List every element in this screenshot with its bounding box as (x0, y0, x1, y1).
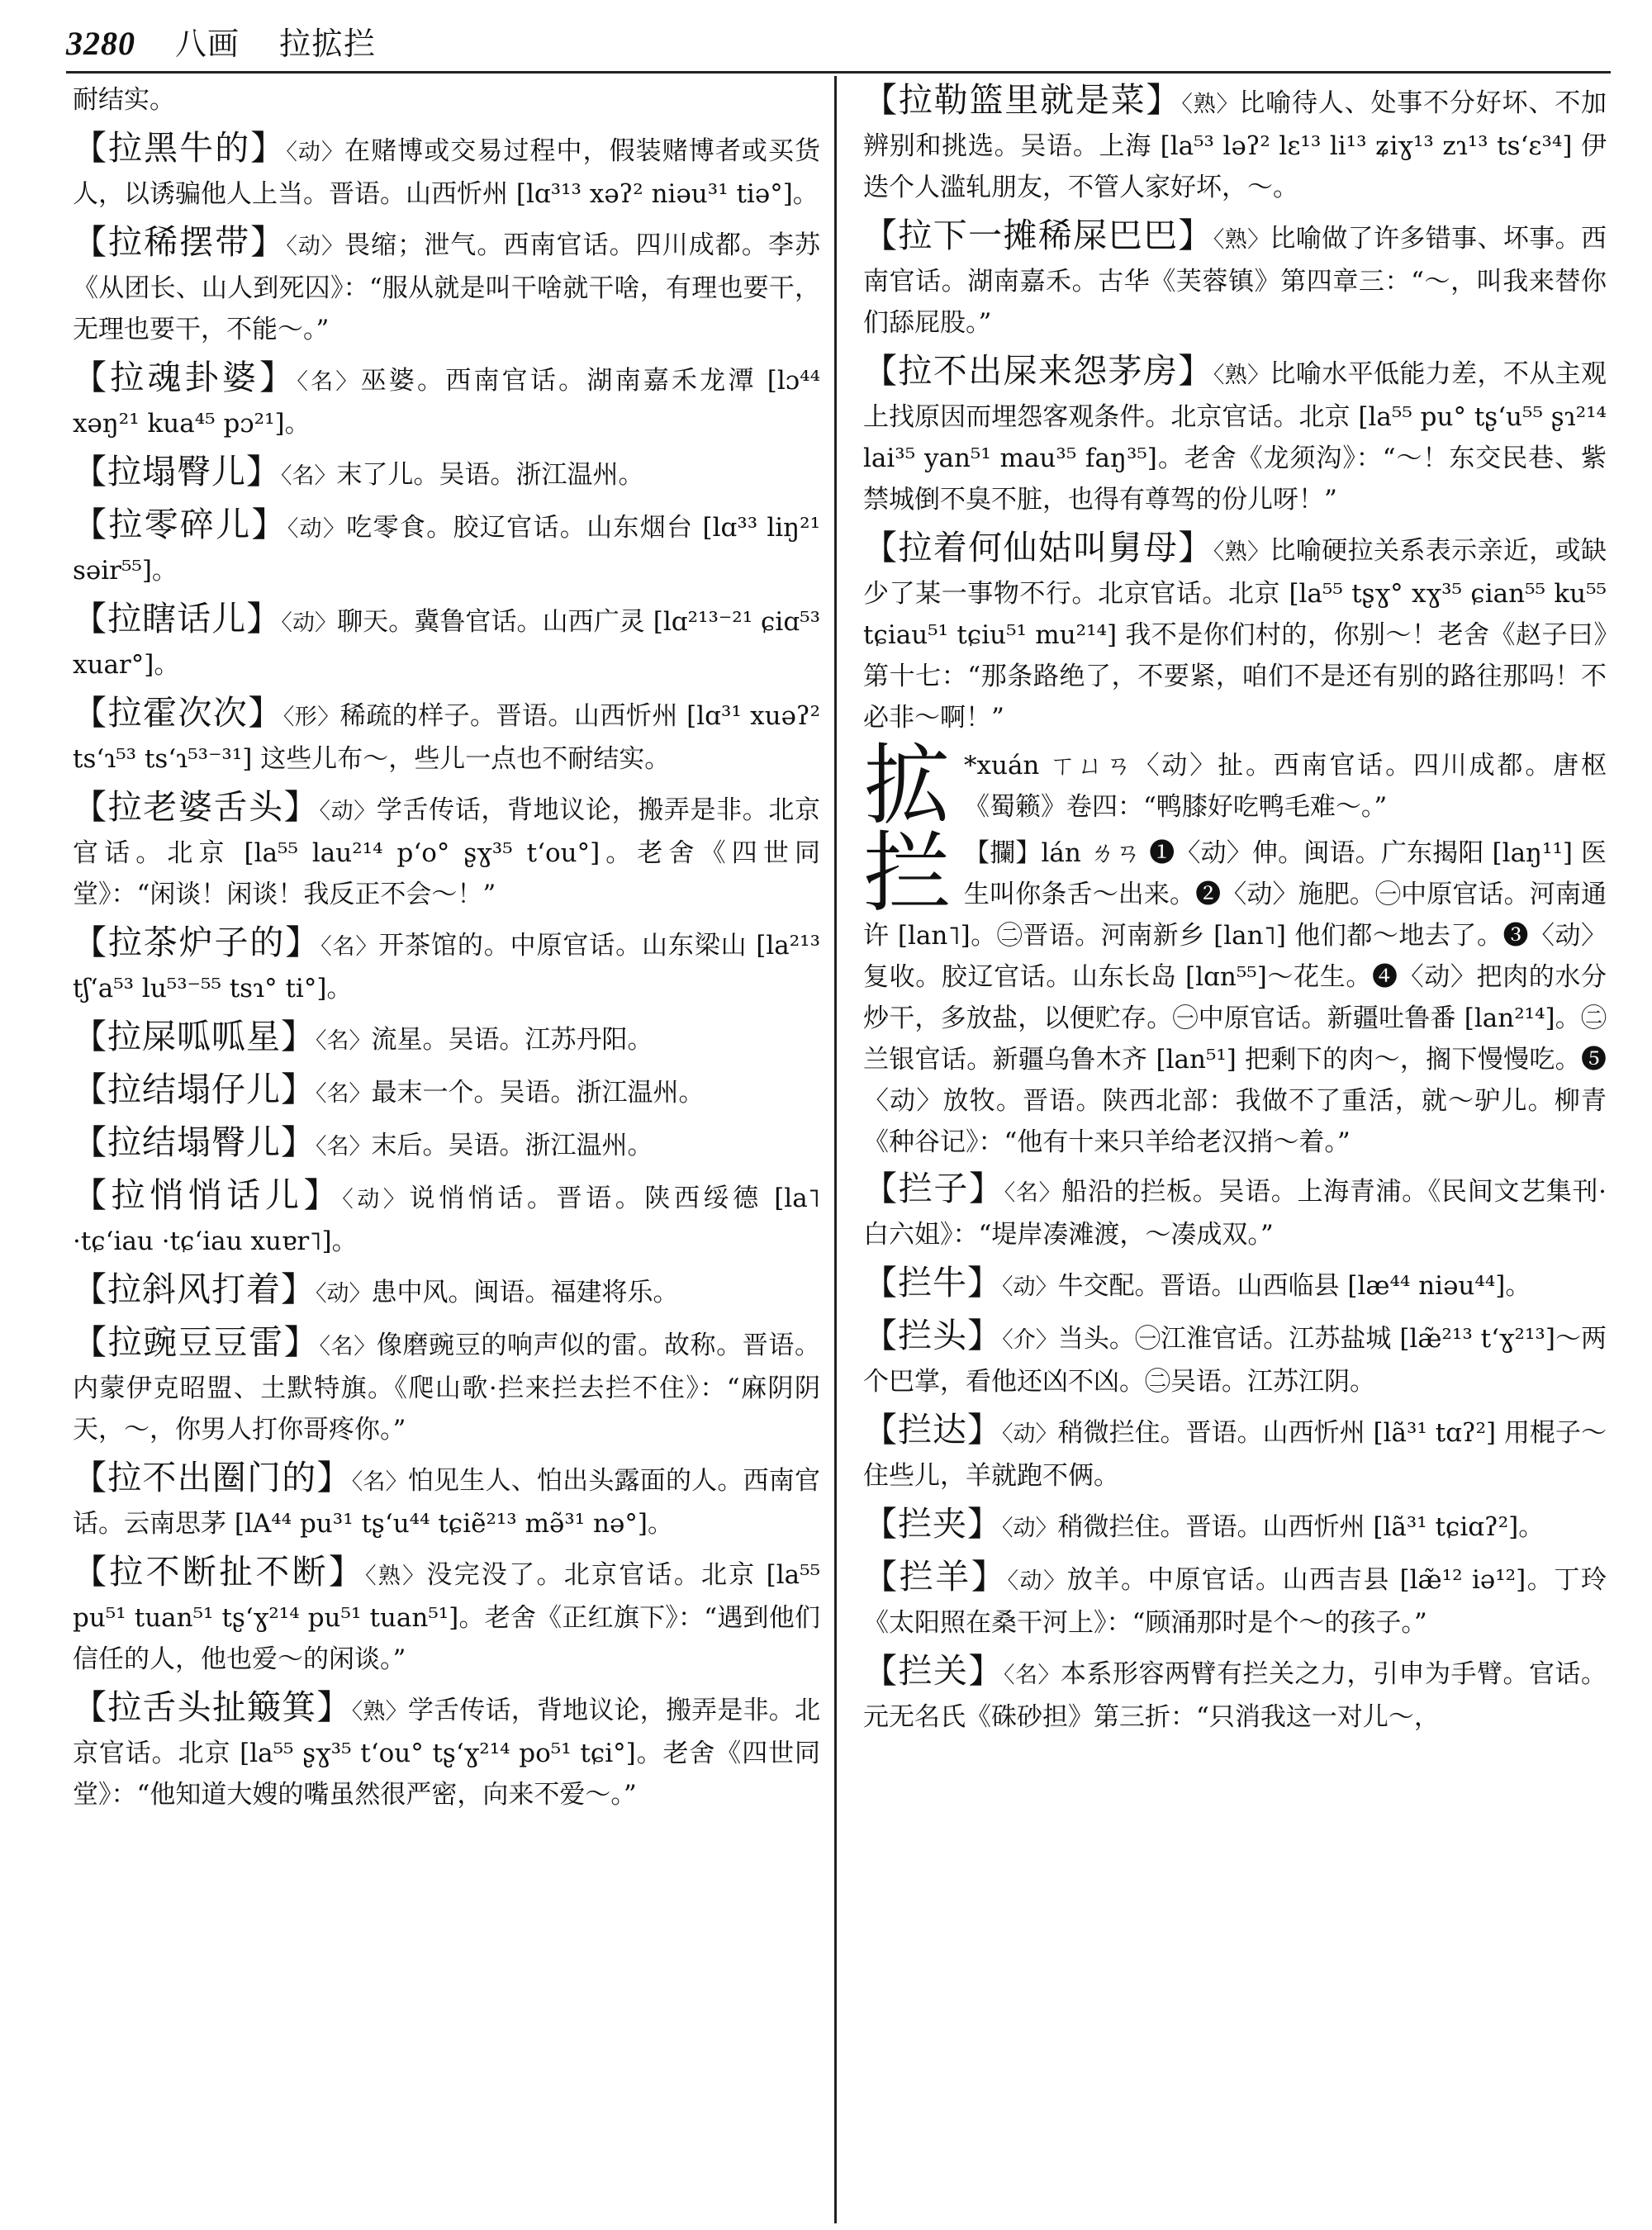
entry-headword: 【拦夹】 (863, 1504, 1002, 1544)
entry-headword: 【拉茶炉子的】 (73, 923, 321, 962)
entry-definition: 比喻硬拉关系表示亲近，或缺少了某一事物不行。北京官话。北京 [la⁵⁵ tʂɣ° xɣ³⁵ ɕian⁵⁵ ku⁵⁵ tɕiau⁵¹ tɕiu⁵¹ mu²¹⁴] 我不是你们村的，你别～！老舍《赵子曰》第十七：“那条路绝了，不要紧，咱们不是还有别的路往那吗！不必非～啊！” (863, 536, 1607, 733)
character-entry (863, 823, 1607, 1163)
entry-definition: 学舌传话，背地议论，搬弄是非。北京官话。北京 [la⁵⁵ lau²¹⁴ p‘o° ʂɣ³⁵ t‘ou°]。老舍《四世同堂》：“闲谈！闲谈！我反正不会～！” (73, 795, 821, 909)
page-number: 3280 (66, 25, 135, 62)
entry-headword: 【拉零碎儿】 (73, 505, 287, 544)
entry-headword: 【拉不出圈门的】 (73, 1458, 352, 1497)
head-character: 拦 (863, 823, 951, 924)
entry-definition: 当头。㊀江淮官话。江苏盐城 [læ̃²¹³ t‘ɣ²¹³]～两个巴掌，看他还凶不凶。㊁吴语。江苏江阴。 (863, 1324, 1607, 1397)
entry-definition: 放羊。中原官话。山西吉县 [læ̃¹² iə¹²]。丁玲《太阳照在桑干河上》：“顾涌那时是个～的孩子。” (863, 1565, 1607, 1638)
entry-headword: 【拉舌头扯簸箕】 (73, 1687, 352, 1727)
part-of-speech: 〈动〉 (319, 799, 377, 824)
entry-definition: 怕见生人、怕出头露面的人。西南官话。云南思茅 [lA⁴⁴ pu³¹ tʂ‘u⁴⁴ tɕiẽ²¹³ mə̃³¹ nə°]。 (73, 1466, 821, 1539)
page-header (66, 18, 376, 68)
dictionary-entry (863, 1315, 1607, 1402)
entry-definition: 末后。吴语。浙江温州。 (371, 1131, 653, 1160)
entry-headword: 【拦达】 (863, 1410, 1003, 1450)
character-entry (863, 735, 1607, 837)
part-of-speech: 〈名〉 (1004, 1180, 1062, 1206)
entry-definition: 船沿的拦板。吴语。上海青浦。《民间文艺集刊·白六姐》：“堤岸凑滩渡，～凑成双。” (863, 1177, 1607, 1250)
entry-definition: 患中风。闽语。福建将乐。 (371, 1278, 679, 1307)
entry-definition: 巫婆。西南官话。湖南嘉禾龙潭 [lɔ⁴⁴ xəŋ²¹ kua⁴⁵ pɔ²¹]。 (73, 366, 821, 439)
part-of-speech: 〈熟〉 (1213, 363, 1270, 388)
entry-headword: 【拉豌豆豆雷】 (73, 1322, 320, 1362)
entry-headword: 【拉下一摊稀屎巴巴】 (863, 216, 1213, 255)
section-label: 八画 (175, 26, 240, 62)
dictionary-entry (73, 357, 820, 444)
part-of-speech: 〈名〉 (316, 1081, 372, 1107)
entry-headword: 【拉勒篮里就是菜】 (863, 80, 1182, 120)
part-of-speech: 〈名〉 (316, 1028, 372, 1054)
entry-headword: 【拉斜风打着】 (73, 1269, 316, 1309)
entry-definition: 说悄悄话。晋语。陕西绥德 [la˥ ·tɕ‘iau ·tɕ‘iau xuɐr˥]。 (73, 1184, 820, 1256)
entry-headword: 【拉霍次次】 (73, 693, 283, 733)
part-of-speech: 〈熟〉 (351, 1699, 408, 1725)
entry-headword: 【拉悄悄话儿】 (73, 1175, 343, 1215)
part-of-speech: 〈名〉 (1004, 1663, 1061, 1688)
entry-headword: 【拦头】 (863, 1316, 1003, 1355)
part-of-speech: 〈动〉 (1002, 1516, 1058, 1541)
left-column (73, 79, 820, 1822)
dictionary-entry (863, 1556, 1607, 1644)
dictionary-entry (73, 692, 820, 780)
entry-definition: 最末一个。吴语。浙江温州。 (371, 1078, 705, 1108)
entry-definition: 本系形容两臂有拦关之力，引申为手臂。官话。元无名氏《硃砂担》第三折：“只消我这一对儿～， (863, 1659, 1607, 1732)
dictionary-entry (73, 1687, 820, 1815)
dictionary-entry (73, 1321, 820, 1450)
part-of-speech: 〈动〉 (281, 610, 338, 636)
entry-headword: 【拦羊】 (863, 1557, 1008, 1597)
part-of-speech: 〈动〉 (287, 516, 347, 542)
part-of-speech: 〈名〉 (351, 1469, 408, 1495)
part-of-speech: 〈动〉 (286, 234, 345, 259)
part-of-speech: 〈介〉 (1002, 1327, 1058, 1353)
entry-definition: 稀疏的样子。晋语。山西忻州 [lɑ³¹ xuəʔ² ts‘ɿ⁵³ ts‘ɿ⁵³⁻³¹] 这些儿布～，些儿一点也不耐结实。 (73, 701, 820, 774)
dictionary-entry (863, 1503, 1607, 1549)
dictionary-entry (73, 1069, 820, 1115)
entry-headword: 【拉魂卦婆】 (73, 358, 297, 397)
entry-definition: 比喻水平低能力差，不从主观上找原因而埋怨客观条件。北京官话。北京 [la⁵⁵ pu° tʂ‘u⁵⁵ ʂɿ²¹⁴ lai³⁵ yan⁵¹ mau³⁵ faŋ³⁵]。老舍《龙须沟》：“～！东交民巷、紫禁城倒不臭不脏，也得有尊驾的份儿呀！” (863, 359, 1607, 515)
dictionary-entry (863, 527, 1607, 738)
entry-definition: 学舌传话，背地议论，搬弄是非。北京官话。北京 [la⁵⁵ ʂɣ³⁵ t‘ou° tʂ‘ɣ²¹⁴ po⁵¹ tɕi°]。老舍《四世同堂》：“他知道大嫂的嘴虽然很严密，向来不爱～。” (73, 1696, 821, 1810)
dictionary-entry (863, 1262, 1607, 1308)
dictionary-entry (73, 1551, 820, 1680)
dictionary-entry (73, 221, 820, 350)
dictionary-entry (863, 1650, 1607, 1738)
part-of-speech: 〈动〉 (286, 140, 345, 165)
part-of-speech: 〈名〉 (319, 1334, 377, 1359)
entry-headword: 【拉老婆舌头】 (73, 787, 320, 827)
dictionary-entry (863, 1168, 1607, 1255)
head-character: 拡 (863, 735, 951, 837)
part-of-speech: 〈名〉 (316, 1134, 372, 1160)
dictionary-entry (73, 504, 820, 591)
entry-definition: 牛交配。晋语。山西临县 [læ⁴⁴ niəu⁴⁴]。 (1057, 1271, 1531, 1301)
dictionary-entry (863, 215, 1607, 344)
part-of-speech: 〈动〉 (1002, 1274, 1058, 1300)
entry-definition: 畏缩；泄气。西南官话。四川成都。李苏《从团长、山人到死囚》：“服从就是叫干啥就干啥，有理也要干，无理也要干，不能～。” (73, 230, 821, 344)
entry-definition: *xuán ㄒㄩㄢ〈动〉扯。西南官话。四川成都。唐枢《蜀籁》卷四：“鸭膝好吃鸭毛难～。” (964, 751, 1607, 822)
entry-definition: 开茶馆的。中原官话。山东梁山 [la²¹³ tʃ‘a⁵³ lu⁵³⁻⁵⁵ tsɿ° ti°]。 (73, 931, 820, 1004)
part-of-speech: 〈名〉 (297, 369, 361, 395)
part-of-speech: 〈熟〉 (1213, 227, 1270, 253)
entry-headword: 【拉不断扯不断】 (73, 1552, 366, 1592)
entry-definition: 末了儿。吴语。浙江温州。 (336, 460, 644, 490)
part-of-speech: 〈名〉 (320, 934, 379, 960)
entry-definition: 吃零食。胶辽官话。山东烟台 [lɑ³³ liŋ²¹ səir⁵⁵]。 (73, 513, 820, 586)
part-of-speech: 〈动〉 (1007, 1568, 1067, 1594)
entry-definition: 【攔】lán ㄌㄢ ❶〈动〉伸。闽语。广东揭阳 [laŋ¹¹] 医生叫你条舌～出来。❷〈动〉施肥。㊀中原官话。河南通许 [lan˥]。㊁晋语。河南新乡 [lan˥] 他们都～地去了。❸〈动〉复收。胶辽官话。山东长岛 [lɑn⁵⁵]～花生。❹〈动〉把肉的水分炒干，多放盐，以便贮存。㊀中原官话。新疆吐鲁番 [lan²¹⁴]。㊁兰银官话。新疆乌鲁木齐 [lan⁵¹] 把剩下的肉～，搁下慢慢吃。❺〈动〉放牧。晋语。陕西北部：我做不了重活，就～驴儿。柳青《种谷记》：“他有十来只羊给老汉捎～着。” (863, 838, 1607, 1157)
entry-headword: 【拦关】 (863, 1651, 1004, 1691)
entry-definition: 比喻做了许多错事、坏事。西南官话。湖南嘉禾。古华《芙蓉镇》第四章三：“～，叫我来替你们舔屁股。” (863, 224, 1607, 338)
entry-headword: 【拉着何仙姑叫舅母】 (863, 528, 1213, 567)
entry-definition: 稍微拦住。晋语。山西忻州 [lã³¹ tɕiɑʔ²]。 (1057, 1512, 1545, 1542)
dictionary-entry (863, 1409, 1607, 1497)
dictionary-entry (73, 451, 820, 497)
entry-headword: 【拉瞎话儿】 (73, 599, 282, 638)
dictionary-entry (73, 1457, 820, 1544)
part-of-speech: 〈熟〉 (365, 1563, 427, 1589)
dictionary-entry (863, 350, 1607, 520)
entry-definition: 没完没了。北京官话。北京 [la⁵⁵ pu⁵¹ tuan⁵¹ tʂ‘ɣ²¹⁴ pu⁵¹ tuan⁵¹]。老舍《正红旗下》：“遇到他们信任的人，他也爱～的闲谈。” (73, 1560, 821, 1674)
entry-definition: 流星。吴语。江苏丹阳。 (371, 1025, 653, 1055)
entry-definition: 在赌博或交易过程中，假装赌博者或买货人，以诱骗他人上当。晋语。山西忻州 [lɑ³¹³ xəʔ² niəu³¹ tiə°]。 (73, 136, 821, 209)
entry-definition: 像磨豌豆的响声似的雷。故称。晋语。内蒙伊克昭盟、土默特旗。《爬山歌·拦来拦去拦不住》：“麻阴阴天，～，你男人打你哥疼你。” (73, 1331, 821, 1445)
dictionary-entry (73, 922, 820, 1009)
entry-headword: 【拦子】 (863, 1169, 1004, 1208)
entry-headword: 【拉塌臀儿】 (73, 452, 281, 491)
entry-headword: 【拉结塌臀儿】 (73, 1122, 316, 1162)
entry-definition: 比喻待人、处事不分好坏、不加辨别和挑选。吴语。上海 [la⁵³ ləʔ² lɛ¹³ li¹³ ʑiɣ¹³ zɿ¹³ ts‘ɛ³⁴] 伊迭个人滥轧朋友，不管人家好坏，～。 (863, 88, 1607, 202)
header-chars: 拉拡拦 (279, 26, 377, 62)
entry-headword: 【拦牛】 (863, 1263, 1002, 1302)
right-column (863, 79, 1607, 1744)
part-of-speech: 〈熟〉 (1213, 539, 1270, 565)
dictionary-entry (73, 1016, 820, 1062)
part-of-speech: 〈动〉 (316, 1281, 372, 1307)
dictionary-entry (73, 1269, 820, 1315)
entry-definition: 耐结实。 (73, 85, 175, 115)
dictionary-entry (73, 127, 820, 215)
header-rule (66, 71, 1611, 74)
entry-headword: 【拉结塌仔儿】 (73, 1070, 316, 1109)
entry-headword: 【拉不出屎来怨茅房】 (863, 351, 1213, 391)
dictionary-entry (73, 1122, 820, 1168)
part-of-speech: 〈形〉 (282, 705, 340, 730)
part-of-speech: 〈动〉 (1002, 1421, 1058, 1447)
entry-definition: 聊天。冀鲁官话。山西广灵 [lɑ²¹³⁻²¹ ɕiɑ⁵³ xuar°]。 (73, 607, 821, 680)
part-of-speech: 〈熟〉 (1181, 92, 1240, 117)
entry-headword: 【拉黑牛的】 (73, 128, 287, 168)
dictionary-entry (73, 598, 820, 686)
dictionary-entry (863, 79, 1607, 208)
part-of-speech: 〈动〉 (342, 1187, 410, 1212)
dictionary-entry (73, 786, 820, 915)
entry-headword: 【拉屎呱呱星】 (73, 1017, 316, 1056)
column-divider (834, 76, 837, 2223)
dictionary-entry (73, 1174, 820, 1262)
entry-definition: 稍微拦住。晋语。山西忻州 [lã³¹ tɑʔ²] 用棍子～住些儿，羊就跑不俩。 (863, 1418, 1607, 1491)
entry-headword: 【拉稀摆带】 (73, 222, 287, 262)
dictionary-entry (73, 79, 820, 121)
part-of-speech: 〈名〉 (281, 463, 337, 489)
